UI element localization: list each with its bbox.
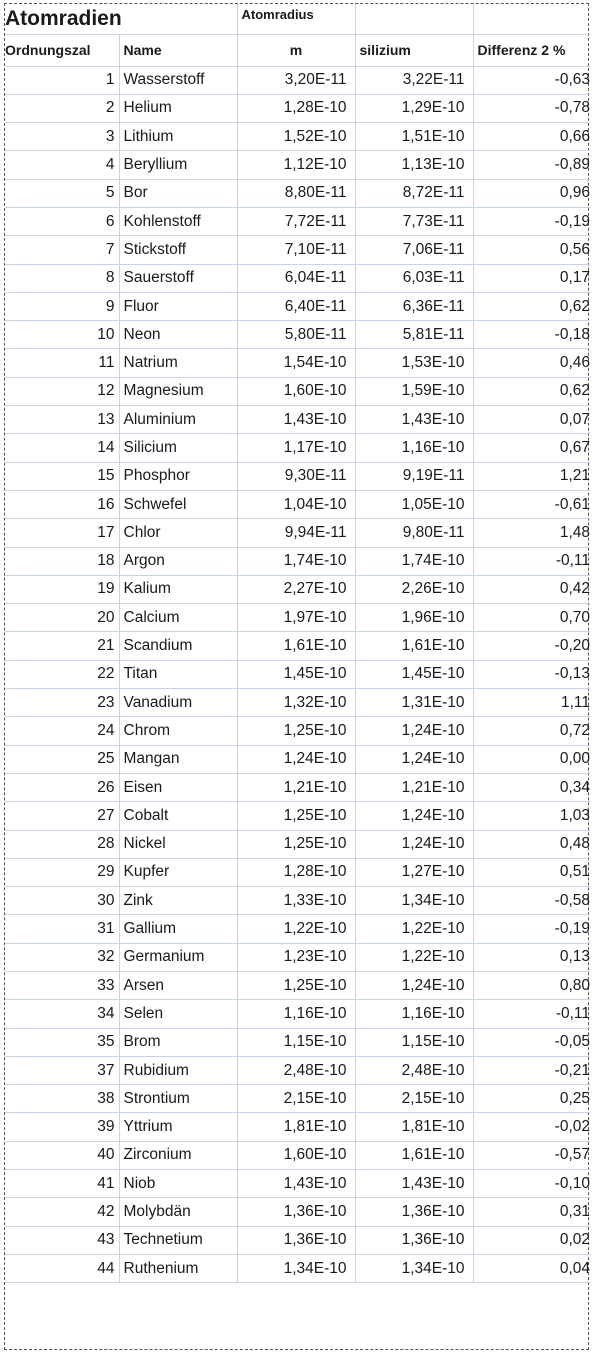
cell-ordnungszahl[interactable]: 10	[5, 321, 119, 349]
cell-differenz[interactable]: 0,34	[473, 773, 590, 801]
cell-silizium[interactable]: 9,80E-11	[355, 519, 473, 547]
table-row	[5, 943, 590, 971]
cell-name[interactable]: Chlor	[119, 519, 237, 547]
cell-ordnungszahl[interactable]: 30	[5, 887, 119, 915]
cell-name[interactable]: Titan	[119, 660, 237, 688]
table-row	[5, 1226, 590, 1254]
cell-name[interactable]: Chrom	[119, 717, 237, 745]
cell-name[interactable]: Yttrium	[119, 1113, 237, 1141]
cell-ordnungszahl[interactable]: 3	[5, 123, 119, 151]
cell-name[interactable]: Natrium	[119, 349, 237, 377]
cell-ordnungszahl[interactable]: 17	[5, 519, 119, 547]
cell-differenz[interactable]: -0,11	[473, 547, 590, 575]
title-cell[interactable]	[5, 4, 237, 34]
cell-radius-m[interactable]: 1,24E-10	[237, 745, 355, 773]
cell-silizium[interactable]: 2,15E-10	[355, 1085, 473, 1113]
cell-differenz[interactable]: -0,18	[473, 321, 590, 349]
cell-differenz[interactable]: 0,56	[473, 236, 590, 264]
cell-radius-m[interactable]: 1,36E-10	[237, 1198, 355, 1226]
cell-ordnungszahl[interactable]: 9	[5, 292, 119, 320]
table-row	[5, 349, 590, 377]
table-row	[5, 462, 590, 490]
cell-radius-m[interactable]: 1,60E-10	[237, 377, 355, 405]
cell-radius-m[interactable]: 1,12E-10	[237, 151, 355, 179]
cell-name[interactable]: Germanium	[119, 943, 237, 971]
cell-ordnungszahl[interactable]: 11	[5, 349, 119, 377]
cell-ordnungszahl[interactable]: 32	[5, 943, 119, 971]
cell-ordnungszahl[interactable]: 6	[5, 207, 119, 235]
cell-ordnungszahl[interactable]: 34	[5, 1000, 119, 1028]
cell-ordnungszahl[interactable]: 35	[5, 1028, 119, 1056]
cell-ordnungszahl[interactable]: 39	[5, 1113, 119, 1141]
cell-differenz[interactable]: -0,19	[473, 207, 590, 235]
cell-radius-m[interactable]: 1,28E-10	[237, 94, 355, 122]
table-row	[5, 236, 590, 264]
cell-ordnungszahl[interactable]: 19	[5, 575, 119, 603]
cell-name[interactable]: Silicium	[119, 434, 237, 462]
cell-radius-m[interactable]: 1,16E-10	[237, 1000, 355, 1028]
cell-silizium[interactable]: 1,31E-10	[355, 689, 473, 717]
cell-radius-m[interactable]: 1,25E-10	[237, 972, 355, 1000]
cell-differenz[interactable]: -0,61	[473, 490, 590, 518]
cell-silizium[interactable]: 1,24E-10	[355, 830, 473, 858]
cell-radius-m[interactable]: 3,20E-11	[237, 66, 355, 94]
table-row	[5, 406, 590, 434]
table-row	[5, 1113, 590, 1141]
cell-differenz[interactable]: 0,62	[473, 292, 590, 320]
cell-differenz[interactable]: 0,96	[473, 179, 590, 207]
header-differenz[interactable]: Differenz 2 %	[473, 34, 590, 66]
cell-name[interactable]: Kalium	[119, 575, 237, 603]
header-m[interactable]: m	[237, 34, 355, 66]
table-row	[5, 717, 590, 745]
cell-radius-m[interactable]: 2,48E-10	[237, 1056, 355, 1084]
table-row	[5, 179, 590, 207]
table-row	[5, 264, 590, 292]
cell-ordnungszahl[interactable]: 4	[5, 151, 119, 179]
cell-radius-m[interactable]: 1,33E-10	[237, 887, 355, 915]
cell-differenz[interactable]: 1,11	[473, 689, 590, 717]
cell-silizium[interactable]: 1,27E-10	[355, 858, 473, 886]
cell-silizium[interactable]: 1,34E-10	[355, 1254, 473, 1282]
cell-differenz[interactable]: -0,57	[473, 1141, 590, 1169]
cell-silizium[interactable]: 1,36E-10	[355, 1226, 473, 1254]
cell-radius-m[interactable]: 2,27E-10	[237, 575, 355, 603]
cell-name[interactable]: Molybdän	[119, 1198, 237, 1226]
table-row	[5, 773, 590, 801]
cell-ordnungszahl[interactable]: 18	[5, 547, 119, 575]
cell-silizium[interactable]: 1,24E-10	[355, 972, 473, 1000]
cell-radius-m[interactable]: 1,52E-10	[237, 123, 355, 151]
table-row	[5, 1141, 590, 1169]
cell-radius-m[interactable]: 1,61E-10	[237, 632, 355, 660]
cell-radius-m[interactable]: 1,04E-10	[237, 490, 355, 518]
cell-differenz[interactable]: -0,10	[473, 1170, 590, 1198]
table-row	[5, 887, 590, 915]
cell-name[interactable]: Kupfer	[119, 858, 237, 886]
cell-name[interactable]: Vanadium	[119, 689, 237, 717]
cell-name[interactable]: Eisen	[119, 773, 237, 801]
cell-differenz[interactable]: 0,25	[473, 1085, 590, 1113]
table-row	[5, 547, 590, 575]
cell-name[interactable]: Lithium	[119, 123, 237, 151]
cell-silizium[interactable]: 1,16E-10	[355, 1000, 473, 1028]
cell-radius-m[interactable]: 1,54E-10	[237, 349, 355, 377]
cell-radius-m[interactable]: 5,80E-11	[237, 321, 355, 349]
cell-differenz[interactable]: -0,20	[473, 632, 590, 660]
cell-radius-m[interactable]: 1,25E-10	[237, 830, 355, 858]
table-row	[5, 519, 590, 547]
table-row	[5, 689, 590, 717]
table-row	[5, 123, 590, 151]
cell-silizium[interactable]: 7,06E-11	[355, 236, 473, 264]
cell-name[interactable]: Niob	[119, 1170, 237, 1198]
cell-ordnungszahl[interactable]: 29	[5, 858, 119, 886]
table-row	[5, 745, 590, 773]
table-row	[5, 802, 590, 830]
cell-name[interactable]: Mangan	[119, 745, 237, 773]
cell-silizium[interactable]: 1,81E-10	[355, 1113, 473, 1141]
cell-radius-m[interactable]: 1,28E-10	[237, 858, 355, 886]
cell-ordnungszahl[interactable]: 13	[5, 406, 119, 434]
cell-silizium[interactable]: 1,51E-10	[355, 123, 473, 151]
cell-ordnungszahl[interactable]: 7	[5, 236, 119, 264]
cell-name[interactable]: Rubidium	[119, 1056, 237, 1084]
cell-silizium[interactable]: 1,74E-10	[355, 547, 473, 575]
cell-differenz[interactable]: 0,51	[473, 858, 590, 886]
cell-differenz[interactable]: 0,48	[473, 830, 590, 858]
cell-silizium[interactable]: 2,48E-10	[355, 1056, 473, 1084]
cell-radius-m[interactable]: 6,04E-11	[237, 264, 355, 292]
cell-name[interactable]: Aluminium	[119, 406, 237, 434]
cell-radius-m[interactable]: 1,45E-10	[237, 660, 355, 688]
cell-radius-m[interactable]: 6,40E-11	[237, 292, 355, 320]
cell-silizium[interactable]: 5,81E-11	[355, 321, 473, 349]
table-row	[5, 915, 590, 943]
cell-differenz[interactable]: 0,17	[473, 264, 590, 292]
cell-ordnungszahl[interactable]: 42	[5, 1198, 119, 1226]
cell-radius-m[interactable]: 1,22E-10	[237, 915, 355, 943]
cell-radius-m[interactable]: 1,60E-10	[237, 1141, 355, 1169]
cell-differenz[interactable]: -0,21	[473, 1056, 590, 1084]
cell-ordnungszahl[interactable]: 12	[5, 377, 119, 405]
cell-differenz[interactable]: 0,07	[473, 406, 590, 434]
cell-differenz[interactable]: 0,31	[473, 1198, 590, 1226]
cell-differenz[interactable]: 0,72	[473, 717, 590, 745]
table-row	[5, 858, 590, 886]
empty-cell[interactable]	[473, 4, 590, 34]
cell-ordnungszahl[interactable]: 5	[5, 179, 119, 207]
cell-ordnungszahl[interactable]: 25	[5, 745, 119, 773]
cell-differenz[interactable]: -0,05	[473, 1028, 590, 1056]
cell-radius-m[interactable]: 1,43E-10	[237, 406, 355, 434]
cell-ordnungszahl[interactable]: 38	[5, 1085, 119, 1113]
cell-silizium[interactable]: 1,45E-10	[355, 660, 473, 688]
cell-differenz[interactable]: -0,63	[473, 66, 590, 94]
cell-radius-m[interactable]: 1,25E-10	[237, 717, 355, 745]
cell-silizium[interactable]: 1,43E-10	[355, 1170, 473, 1198]
cell-differenz[interactable]: -0,11	[473, 1000, 590, 1028]
cell-differenz[interactable]: -0,13	[473, 660, 590, 688]
table-row	[5, 1085, 590, 1113]
cell-differenz[interactable]: 0,42	[473, 575, 590, 603]
cell-differenz[interactable]: 0,67	[473, 434, 590, 462]
table-row	[5, 321, 590, 349]
cell-name[interactable]: Sauerstoff	[119, 264, 237, 292]
cell-radius-m[interactable]: 1,43E-10	[237, 1170, 355, 1198]
cell-name[interactable]: Nickel	[119, 830, 237, 858]
cell-silizium[interactable]: 3,22E-11	[355, 66, 473, 94]
cell-ordnungszahl[interactable]: 8	[5, 264, 119, 292]
cell-name[interactable]: Technetium	[119, 1226, 237, 1254]
cell-name[interactable]: Wasserstoff	[119, 66, 237, 94]
cell-differenz[interactable]: 1,03	[473, 802, 590, 830]
cell-silizium[interactable]: 7,73E-11	[355, 207, 473, 235]
table-row	[5, 292, 590, 320]
cell-silizium[interactable]: 1,24E-10	[355, 745, 473, 773]
cell-name[interactable]: Calcium	[119, 604, 237, 632]
cell-name[interactable]: Bor	[119, 179, 237, 207]
cell-ordnungszahl[interactable]: 24	[5, 717, 119, 745]
cell-differenz[interactable]: 0,66	[473, 123, 590, 151]
table-row	[5, 660, 590, 688]
cell-name[interactable]: Kohlenstoff	[119, 207, 237, 235]
cell-ordnungszahl[interactable]: 23	[5, 689, 119, 717]
cell-ordnungszahl[interactable]: 41	[5, 1170, 119, 1198]
cell-ordnungszahl[interactable]: 16	[5, 490, 119, 518]
cell-silizium[interactable]: 1,15E-10	[355, 1028, 473, 1056]
title-row	[5, 4, 590, 34]
cell-silizium[interactable]: 2,26E-10	[355, 575, 473, 603]
cell-differenz[interactable]: -0,89	[473, 151, 590, 179]
cell-silizium[interactable]: 6,03E-11	[355, 264, 473, 292]
cell-silizium[interactable]: 1,34E-10	[355, 887, 473, 915]
cell-silizium[interactable]: 1,24E-10	[355, 717, 473, 745]
cell-ordnungszahl[interactable]: 37	[5, 1056, 119, 1084]
cell-radius-m[interactable]: 1,15E-10	[237, 1028, 355, 1056]
cell-name[interactable]: Fluor	[119, 292, 237, 320]
cell-name[interactable]: Gallium	[119, 915, 237, 943]
cell-name[interactable]: Cobalt	[119, 802, 237, 830]
cell-name[interactable]: Zink	[119, 887, 237, 915]
cell-name[interactable]: Scandium	[119, 632, 237, 660]
cell-radius-m[interactable]: 9,30E-11	[237, 462, 355, 490]
cell-silizium[interactable]: 1,96E-10	[355, 604, 473, 632]
cell-ordnungszahl[interactable]: 31	[5, 915, 119, 943]
cell-silizium[interactable]: 1,36E-10	[355, 1198, 473, 1226]
cell-radius-m[interactable]: 1,32E-10	[237, 689, 355, 717]
cell-differenz[interactable]: 0,00	[473, 745, 590, 773]
cell-ordnungszahl[interactable]: 26	[5, 773, 119, 801]
cell-differenz[interactable]: 0,13	[473, 943, 590, 971]
table-row	[5, 66, 590, 94]
header-row	[5, 34, 590, 66]
cell-differenz[interactable]: -0,02	[473, 1113, 590, 1141]
cell-radius-m[interactable]: 1,23E-10	[237, 943, 355, 971]
cell-ordnungszahl[interactable]: 2	[5, 94, 119, 122]
cell-name[interactable]: Arsen	[119, 972, 237, 1000]
cell-radius-m[interactable]: 1,17E-10	[237, 434, 355, 462]
cell-radius-m[interactable]: 1,97E-10	[237, 604, 355, 632]
cell-name[interactable]: Stickstoff	[119, 236, 237, 264]
cell-differenz[interactable]: 0,80	[473, 972, 590, 1000]
cell-ordnungszahl[interactable]: 14	[5, 434, 119, 462]
cell-silizium[interactable]: 1,22E-10	[355, 915, 473, 943]
cell-ordnungszahl[interactable]: 44	[5, 1254, 119, 1282]
cell-silizium[interactable]: 8,72E-11	[355, 179, 473, 207]
cell-silizium[interactable]: 1,61E-10	[355, 632, 473, 660]
cell-name[interactable]: Neon	[119, 321, 237, 349]
table-row	[5, 207, 590, 235]
table-row	[5, 1000, 590, 1028]
cell-ordnungszahl[interactable]: 21	[5, 632, 119, 660]
cell-ordnungszahl[interactable]: 1	[5, 66, 119, 94]
cell-silizium[interactable]: 1,05E-10	[355, 490, 473, 518]
cell-silizium[interactable]: 1,16E-10	[355, 434, 473, 462]
table-row	[5, 575, 590, 603]
header-atomradius[interactable]: Atomradius	[237, 4, 355, 34]
cell-differenz[interactable]: 0,62	[473, 377, 590, 405]
atomic-radii-table	[5, 4, 590, 1283]
table-row	[5, 94, 590, 122]
cell-name[interactable]: Schwefel	[119, 490, 237, 518]
cell-differenz[interactable]: -0,19	[473, 915, 590, 943]
cell-radius-m[interactable]: 1,21E-10	[237, 773, 355, 801]
spreadsheet-selection	[4, 3, 589, 1350]
cell-radius-m[interactable]: 7,72E-11	[237, 207, 355, 235]
table-row	[5, 151, 590, 179]
cell-differenz[interactable]: 1,21	[473, 462, 590, 490]
table-row	[5, 1028, 590, 1056]
cell-silizium[interactable]: 6,36E-11	[355, 292, 473, 320]
table-row	[5, 490, 590, 518]
cell-radius-m[interactable]: 1,34E-10	[237, 1254, 355, 1282]
cell-silizium[interactable]: 1,24E-10	[355, 802, 473, 830]
table-row	[5, 604, 590, 632]
table-row	[5, 1170, 590, 1198]
cell-silizium[interactable]: 1,61E-10	[355, 1141, 473, 1169]
cell-differenz[interactable]: 1,48	[473, 519, 590, 547]
cell-ordnungszahl[interactable]: 33	[5, 972, 119, 1000]
cell-ordnungszahl[interactable]: 15	[5, 462, 119, 490]
cell-radius-m[interactable]: 1,25E-10	[237, 802, 355, 830]
table-row	[5, 1056, 590, 1084]
cell-ordnungszahl[interactable]: 28	[5, 830, 119, 858]
cell-silizium[interactable]: 1,53E-10	[355, 349, 473, 377]
table-row	[5, 434, 590, 462]
cell-silizium[interactable]: 9,19E-11	[355, 462, 473, 490]
cell-radius-m[interactable]: 2,15E-10	[237, 1085, 355, 1113]
cell-ordnungszahl[interactable]: 40	[5, 1141, 119, 1169]
header-name[interactable]: Name	[119, 34, 237, 66]
cell-name[interactable]: Zirconium	[119, 1141, 237, 1169]
cell-radius-m[interactable]: 8,80E-11	[237, 179, 355, 207]
cell-name[interactable]: Strontium	[119, 1085, 237, 1113]
cell-differenz[interactable]: 0,02	[473, 1226, 590, 1254]
empty-cell[interactable]	[355, 4, 473, 34]
table-row	[5, 377, 590, 405]
table-row	[5, 632, 590, 660]
cell-name[interactable]: Beryllium	[119, 151, 237, 179]
cell-name[interactable]: Phosphor	[119, 462, 237, 490]
header-silizium[interactable]: silizium	[355, 34, 473, 66]
cell-name[interactable]: Helium	[119, 94, 237, 122]
cell-differenz[interactable]: 0,70	[473, 604, 590, 632]
cell-differenz[interactable]: 0,04	[473, 1254, 590, 1282]
cell-name[interactable]: Ruthenium	[119, 1254, 237, 1282]
cell-differenz[interactable]: 0,46	[473, 349, 590, 377]
cell-ordnungszahl[interactable]: 43	[5, 1226, 119, 1254]
table-row	[5, 972, 590, 1000]
table-row	[5, 1254, 590, 1282]
sheet-title: Atomradien	[5, 6, 122, 30]
cell-silizium[interactable]: 1,13E-10	[355, 151, 473, 179]
cell-differenz[interactable]: -0,58	[473, 887, 590, 915]
cell-ordnungszahl[interactable]: 20	[5, 604, 119, 632]
cell-name[interactable]: Selen	[119, 1000, 237, 1028]
cell-radius-m[interactable]: 7,10E-11	[237, 236, 355, 264]
cell-differenz[interactable]: -0,78	[473, 94, 590, 122]
cell-radius-m[interactable]: 9,94E-11	[237, 519, 355, 547]
cell-name[interactable]: Magnesium	[119, 377, 237, 405]
cell-silizium[interactable]: 1,59E-10	[355, 377, 473, 405]
cell-radius-m[interactable]: 1,36E-10	[237, 1226, 355, 1254]
cell-silizium[interactable]: 1,22E-10	[355, 943, 473, 971]
cell-silizium[interactable]: 1,29E-10	[355, 94, 473, 122]
table-row	[5, 1198, 590, 1226]
table-row	[5, 830, 590, 858]
cell-name[interactable]: Brom	[119, 1028, 237, 1056]
cell-radius-m[interactable]: 1,81E-10	[237, 1113, 355, 1141]
cell-silizium[interactable]: 1,21E-10	[355, 773, 473, 801]
cell-ordnungszahl[interactable]: 22	[5, 660, 119, 688]
cell-radius-m[interactable]: 1,74E-10	[237, 547, 355, 575]
cell-name[interactable]: Argon	[119, 547, 237, 575]
cell-silizium[interactable]: 1,43E-10	[355, 406, 473, 434]
cell-ordnungszahl[interactable]: 27	[5, 802, 119, 830]
header-ordnungszahl[interactable]: Ordnungszal	[5, 34, 119, 66]
